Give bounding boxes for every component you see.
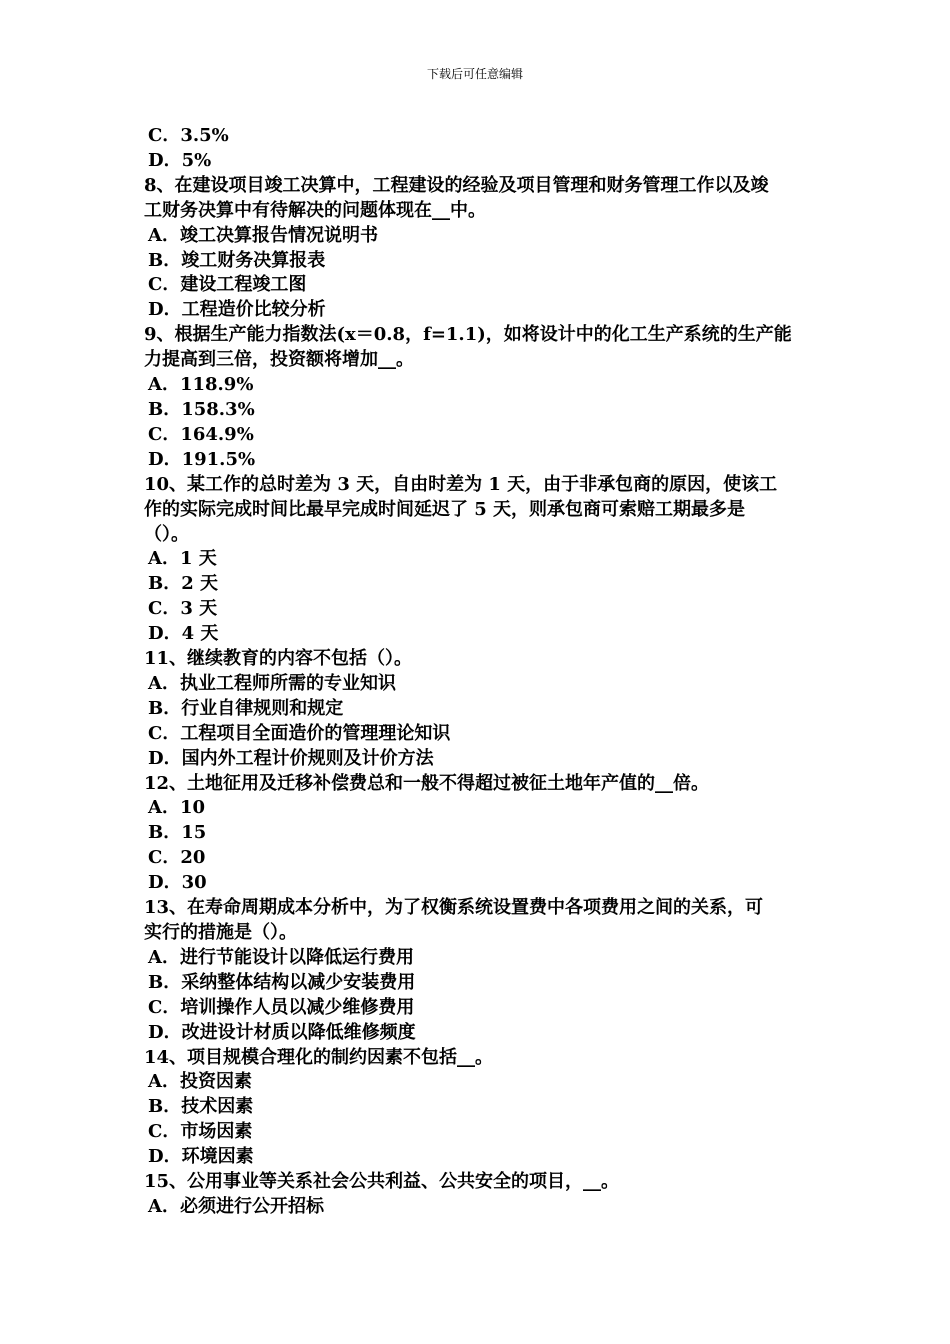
question-text-line: 9、根据生产能力指数法(x＝0.8，f=1.1)，如将设计中的化工生产系统的生产能 — [144, 324, 792, 346]
question-text-line: 8、在建设项目竣工决算中，工程建设的经验及项目管理和财务管理工作以及竣 — [144, 174, 769, 196]
question-text-line: 13、在寿命周期成本分析中，为了权衡系统设置费中各项费用之间的关系，可 — [144, 897, 764, 919]
answer-option-line: D．环境因素 — [148, 1146, 254, 1168]
answer-option-line: A．进行节能设计以降低运行费用 — [148, 946, 414, 968]
answer-option-line: B．行业自律规则和规定 — [148, 697, 344, 719]
answer-option-line: C．工程项目全面造价的管理理论知识 — [148, 722, 451, 744]
answer-option-line: B．2 天 — [148, 573, 219, 595]
answer-option-line: A．竣工决算报告情况说明书 — [148, 224, 378, 246]
question-text-line: 11、继续教育的内容不包括（）。 — [144, 648, 413, 670]
answer-option-line: C．20 — [148, 847, 206, 869]
document-body — [144, 124, 808, 1220]
answer-option-line: D．国内外工程计价规则及计价方法 — [148, 747, 434, 769]
question-text-line: 14、项目规模合理化的制约因素不包括__。 — [144, 1046, 494, 1068]
answer-option-line: A．执业工程师所需的专业知识 — [148, 672, 396, 694]
answer-option-line: D．4 天 — [148, 623, 219, 645]
question-text-line: 实行的措施是（）。 — [144, 922, 297, 943]
answer-option-line: A．118.9% — [148, 374, 254, 396]
answer-option-line: C．3 天 — [148, 598, 218, 620]
answer-option-line: B．采纳整体结构以减少安装费用 — [148, 971, 416, 993]
answer-option-line: B．竣工财务决算报表 — [148, 249, 326, 271]
answer-option-line: D．191.5% — [148, 448, 256, 470]
question-text-line: 作的实际完成时间比最早完成时间延迟了 5 天，则承包商可索赔工期最多是 — [144, 498, 746, 520]
answer-option-line: D．5% — [148, 149, 212, 171]
answer-option-line: C．3.5% — [148, 125, 229, 146]
answer-option-line: B．15 — [148, 822, 207, 844]
question-text-line: 力提高到三倍，投资额将增加__。 — [144, 349, 414, 371]
question-text-line: 15、公用事业等关系社会公共利益、公共安全的项目，__。 — [144, 1171, 620, 1193]
question-text-line: 12、土地征用及迁移补偿费总和一般不得超过被征土地年产值的__倍。 — [144, 772, 710, 794]
answer-option-line: D．改进设计材质以降低维修频度 — [148, 1021, 416, 1043]
answer-option-line: C．市场因素 — [148, 1121, 253, 1143]
answer-option-line: B．158.3% — [148, 398, 255, 420]
answer-option-line: D．工程造价比较分析 — [148, 299, 326, 321]
answer-option-line: A．必须进行公开招标 — [148, 1195, 324, 1217]
answer-option-line: A．投资因素 — [148, 1071, 252, 1093]
answer-option-line: C．建设工程竣工图 — [148, 274, 307, 296]
answer-option-line: D．30 — [148, 872, 207, 894]
answer-option-line: A．10 — [148, 797, 206, 819]
answer-option-line: A．1 天 — [148, 548, 217, 570]
page-header: 下载后可任意编辑 — [426, 67, 523, 81]
question-text-line: 工财务决算中有待解决的问题体现在__中。 — [144, 199, 486, 221]
answer-option-line: B．技术因素 — [148, 1096, 254, 1118]
answer-option-line: C．164.9% — [148, 423, 254, 445]
question-text-line: 10、某工作的总时差为 3 天，自由时差为 1 天，由于非承包商的原因，使该工 — [144, 473, 778, 495]
answer-option-line: C．培训操作人员以减少维修费用 — [148, 996, 415, 1018]
question-text-line: （）。 — [144, 523, 189, 545]
